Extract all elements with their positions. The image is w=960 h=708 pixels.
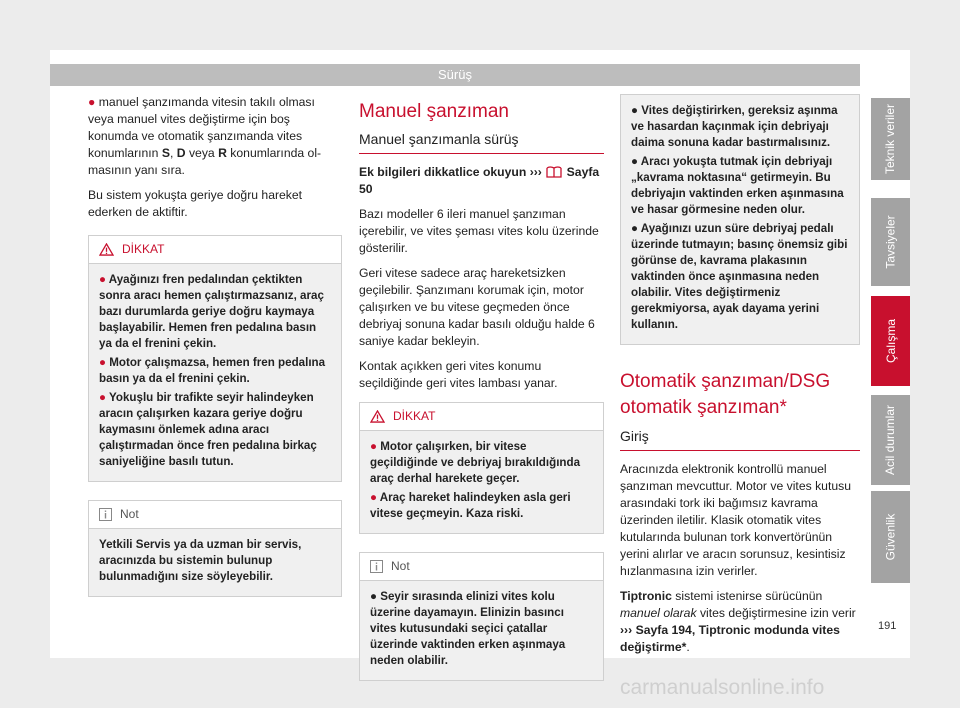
warning-body	[89, 264, 341, 481]
tip-item: ● Aracı yokuşta tutmak için debriyajı „kavrama noktasına“ getirmeyin. Bu debriyajın vaktinden erken aşınmasına ve hasar görmesine neden olur.	[631, 155, 844, 216]
tab-tavsiyeler[interactable]: Tavsiyeler	[871, 198, 910, 286]
bullet-paragraph: ● manuel şanzımanda vitesin takılı olması veya manuel vites değiştirme için boş konumda ve otomatik şanzımanda vites konumlarının S, D veya R konumlarında olmasının yanı sıra.	[88, 95, 322, 177]
note-header: Not	[360, 553, 603, 581]
tab-calisma[interactable]: Çalışma	[871, 296, 910, 386]
paragraph: Aracınızda elektronik kontrollü manuel şanzıman mevcuttur. Motor ve vites kutusu arasındaki tork iki bağımsız kavrama üzerinden iletilir. Klasik otomatik vites kutularında bulunan tork konvertörünün yerini alırlar ve aracın sorunsuz, kesintisiz hızlanmasına izin verirler.	[620, 462, 851, 578]
note-item: ● Seyir sırasında elinizi vites kolu üzerine dayamayın. Elinizin basıncı vites kutusundaki seçici çatallar üzerinde vaktinden erken aşınmaya neden olabilir.	[370, 590, 566, 667]
warning-box	[88, 235, 342, 482]
column-3	[620, 94, 860, 664]
bullet-icon: ●	[370, 440, 381, 453]
column-2	[359, 94, 604, 693]
section-subtitle: Giriş	[620, 427, 860, 451]
warning-item: ● Motor çalışırken, bir vitese geçildiğinde ve debriyaj bırakıldığında araç derhal harekete geçer.	[370, 440, 581, 485]
tiptronic-paragraph: Tiptronic sistemi istenirse sürücünün manuel olarak vites değiştirmesine izin verir ››› Sayfa 194, Tiptronic modunda vites değiştirme*.	[620, 589, 856, 654]
warning-item: ● Motor çalışmazsa, hemen fren pedalına basın ya da el frenini çekin.	[99, 356, 326, 385]
warning-triangle-icon	[99, 243, 114, 256]
bullet-icon: ●	[99, 273, 109, 286]
info-icon	[370, 560, 383, 573]
warning-item: ● Ayağınızı fren pedalından çektikten sonra aracı hemen çalıştırmazsanız, araç bazı durumlarda geriye doğru kaymaya başlayabilir. Hemen fren pedalına basın ya da el frenini çekin.	[99, 273, 324, 350]
bullet-icon: ●	[370, 491, 380, 504]
section-subtitle: Manuel şanzımanla sürüş	[359, 130, 604, 154]
section-title: Manuel şanzıman	[359, 101, 509, 122]
note-box	[359, 552, 604, 681]
warning-box	[359, 402, 604, 534]
bullet-icon: ●	[99, 356, 110, 369]
section-title: Otomatik şanzıman/DSG otomatik şanzıman*	[620, 371, 831, 418]
tip-item: ● Vites değiştirirken, gereksiz aşınma ve hasardan kaçınmak için debriyajı daima sonuna kadar bastırmalısınız.	[631, 104, 838, 149]
bullet-icon: ●	[99, 391, 110, 404]
warning-item: ● Araç hareket halindeyken asla geri vitese geçmeyin. Kaza riski.	[370, 491, 571, 520]
reference-line: Ek bilgileri dikkatlice okuyun ››› Sayfa 50	[359, 165, 600, 196]
warning-header: DİKKAT	[89, 236, 341, 264]
paragraph: Geri vitese sadece araç hareketsizken geçilebilir. Şanzımanı korumak için, motor çalışırken ve bu vitese geçmeden önce debriyaj sonuna kadar basılı olduğu halde 6 saniye kadar bekleyin.	[359, 266, 595, 348]
bullet-icon: ●	[631, 155, 641, 168]
reference-link[interactable]: Sayfa 50	[359, 165, 600, 196]
page-header: Sürüş	[50, 64, 860, 86]
tab-acil-durumlar[interactable]: Acil durumlar	[871, 395, 910, 485]
note-header: Not	[89, 501, 341, 529]
watermark: carmanualsonline.info	[620, 676, 825, 699]
reference-link[interactable]: Sayfa 194, Tiptronic modunda vites değiştirme*	[620, 623, 840, 654]
paragraph: Bazı modeller 6 ileri manuel şanzıman içerebilir, ve vites şeması vites kolu üzerinde gösterilir.	[359, 207, 599, 255]
tab-teknik-veriler[interactable]: Teknik veriler	[871, 98, 910, 180]
bullet-icon: ●	[88, 95, 96, 109]
warning-triangle-icon	[370, 410, 385, 423]
bullet-icon: ●	[370, 590, 381, 603]
tips-box	[620, 94, 860, 345]
note-box	[88, 500, 342, 597]
warning-header: DİKKAT	[360, 403, 603, 431]
warning-item: ● Yokuşlu bir trafikte seyir halindeyken aracın çalışırken kazara geriye doğru kaymasını önlemek adına aracı çalıştırmadan önce fren pedalına birkaç saniyeliğine basılı tutun.	[99, 391, 317, 468]
tip-item: ● Ayağınızı uzun süre debriyaj pedalı üzerinde tutmayın; basınç önemsiz gibi görünse de, kavrama plakasının vaktinden önce aşınmasına neden olabilir. Vites değiştirmeniz gerekmiyorsa, ayak dayama yerini kullanın.	[631, 222, 848, 331]
note-body	[360, 581, 603, 680]
warning-body	[360, 431, 603, 533]
column-1	[88, 94, 342, 609]
paragraph: Kontak açıkken geri vites konumu seçildiğinde geri vites lambası yanar.	[359, 359, 558, 390]
info-icon	[99, 508, 112, 521]
bullet-icon: ●	[631, 104, 642, 117]
bullet-icon: ●	[631, 222, 641, 235]
info-paragraph: Bu sistem yokuşta geriye doğru hareket ederken de aktiftir.	[88, 188, 303, 219]
page-number: 191	[878, 620, 897, 632]
book-icon	[545, 165, 563, 179]
tab-guvenlik[interactable]: Güvenlik	[871, 491, 910, 583]
note-body: Yetkili Servis ya da uzman bir servis, aracınızda bu sistemin bulunup bulunmadığını size söyleyebilir.	[89, 529, 341, 596]
